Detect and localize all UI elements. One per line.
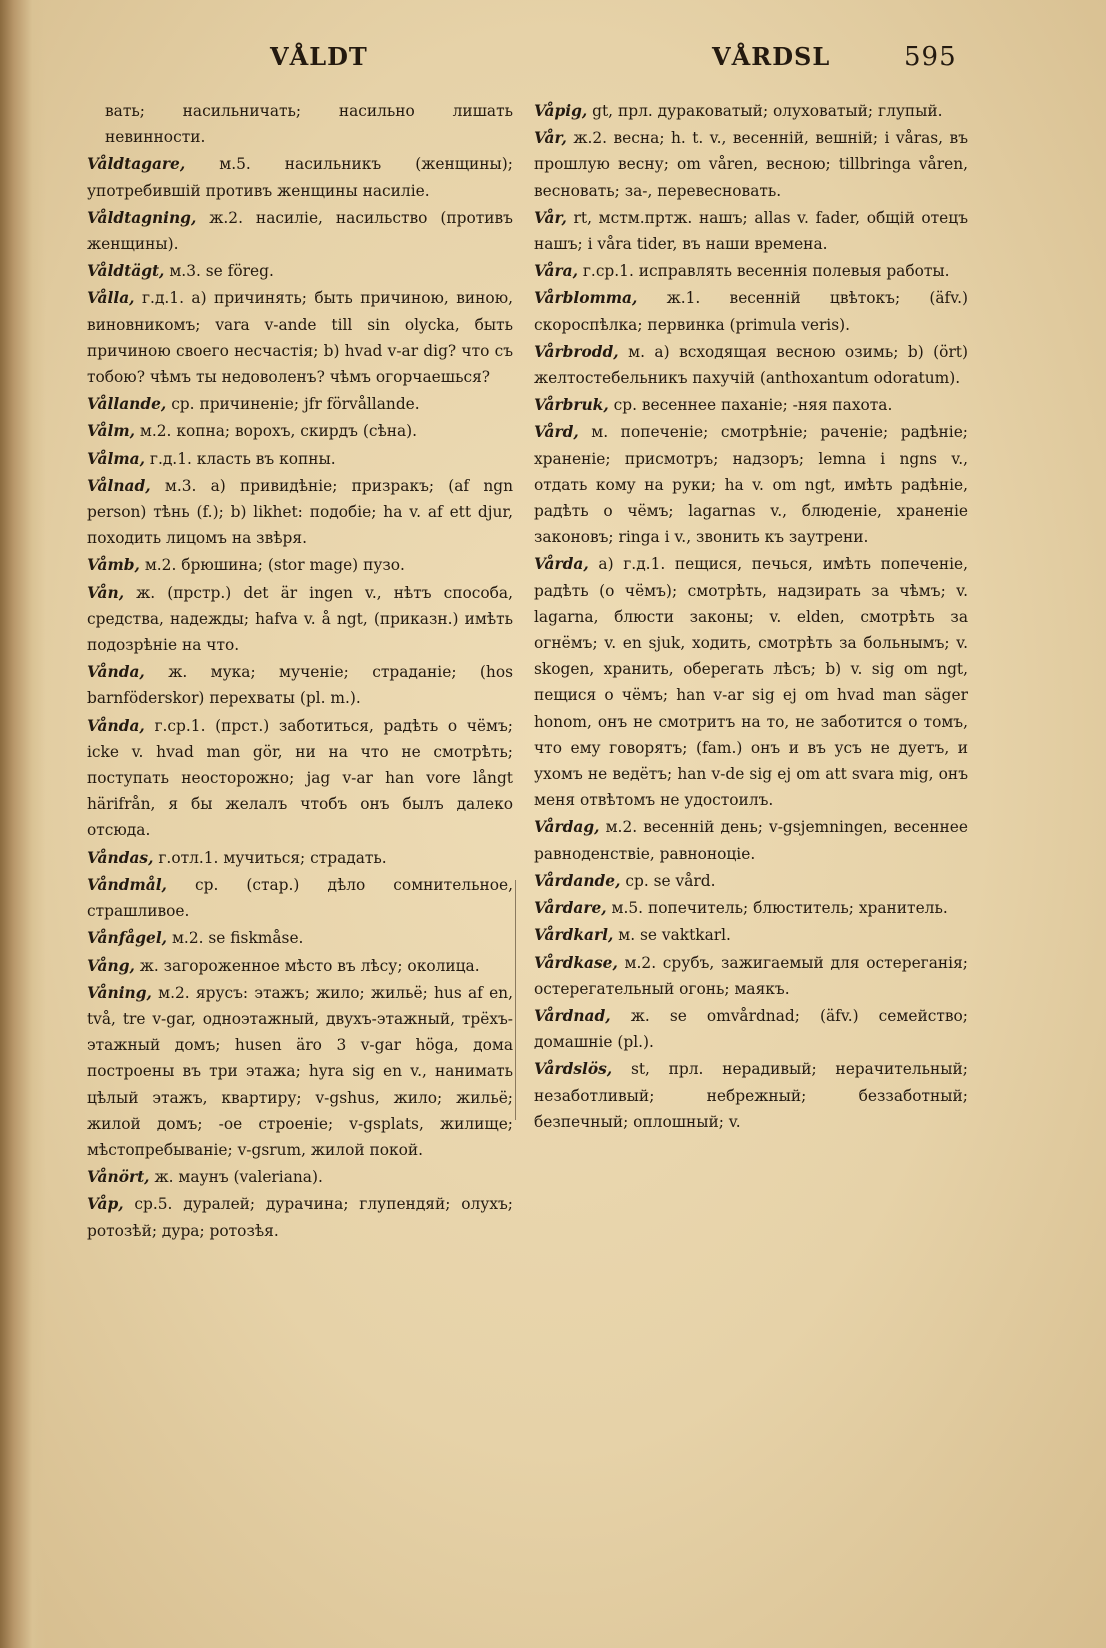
entry-definition: ж. маунъ (valeriana). (154, 1168, 323, 1187)
entry-definition: ср. se vård. (625, 871, 716, 890)
dictionary-entry (534, 895, 968, 921)
dictionary-entry (87, 1191, 513, 1243)
entry-headword: Vårbrodd, (534, 342, 619, 361)
dictionary-entry (87, 845, 513, 871)
entry-headword: Vård, (534, 423, 579, 442)
column-rule (515, 880, 516, 1120)
entry-headword: Vårdande, (534, 871, 621, 890)
dictionary-entry (87, 98, 513, 150)
dictionary-entry (534, 205, 968, 257)
dictionary-entry (534, 950, 968, 1002)
running-header (0, 42, 1106, 82)
right-column (534, 98, 968, 1628)
entry-headword: Vårda, (534, 555, 589, 574)
dictionary-entry (87, 580, 513, 659)
dictionary-entry (87, 925, 513, 951)
entry-definition: ж.1. весенній цвѣтокъ; (äfv.) скороспѣлка; первинка (primula veris). (534, 289, 968, 334)
dictionary-entry (87, 285, 513, 390)
entry-definition: м.2. копна; ворохъ, скирдъ (сѣна). (139, 422, 418, 441)
entry-headword: Vårdkase, (534, 953, 618, 972)
entry-headword: Våmb, (87, 556, 140, 575)
entry-headword: Vårbruk, (534, 396, 609, 415)
dictionary-entry (87, 980, 513, 1163)
entry-definition: gt, прл. дураковатый; олуховатый; глупый. (592, 102, 943, 120)
dictionary-entry (87, 953, 513, 979)
left-column (87, 98, 513, 1628)
entry-headword: Vån, (87, 583, 125, 602)
entry-definition: м.5. попечитель; блюститель; хранитель. (611, 899, 948, 918)
entry-definition: ж. (пpстр.) det är ingen v., нѣтъ способа, средства, надежды; hafva v. å ngt, (приказн.) имѣть подозрѣніе на что. (87, 583, 513, 655)
entry-definition: м. попеченіе; смотрѣніе; раченіе; радѣніе; храненіе; присмотръ; надзоръ; lemna i ngns v., отдать кому на руки; ha v. om ngt, имѣть радѣніе, радѣть о чёмъ; lagarnas v., блюденіе, храненіе законовъ; ringa i v., звонить къ заутрени. (534, 423, 968, 547)
entry-definition: м.2. se fiskmåse. (171, 929, 304, 948)
entry-headword: Våldtagning, (87, 208, 197, 227)
dictionary-entry (534, 98, 968, 124)
entry-definition: г.ср.1. (прст.) заботиться, радѣть о чёмъ; icke v. hvad man gör, ни на что не смотрѣть; поступать неосторожно; jag v-ar han vore långt härifrån, я бы желалъ чтобъ онъ былъ далеко отсюда. (87, 716, 513, 840)
entry-definition: г.отл.1. мучиться; страдать. (158, 848, 387, 867)
dictionary-entry (534, 392, 968, 418)
dictionary-entry (534, 339, 968, 391)
entry-definition: ж. se omvårdnad; (äfv.) семейство; домашніе (pl.). (534, 1006, 968, 1052)
entry-definition: ср. причиненіе; jfr förvållande. (171, 395, 420, 414)
dictionary-entry (87, 418, 513, 444)
entry-headword: Våldtägt, (87, 262, 165, 281)
entry-headword: Vårdnad, (534, 1006, 611, 1025)
dictionary-entry (534, 285, 968, 337)
entry-headword: Vårdare, (534, 899, 607, 918)
entry-headword: Vålma, (87, 449, 145, 468)
dictionary-entry (534, 258, 968, 284)
dictionary-entry (87, 446, 513, 472)
dictionary-entry (534, 1056, 968, 1135)
entry-headword: Våp, (87, 1195, 124, 1214)
dictionary-entry (534, 868, 968, 894)
header-right-word: VÅRDSL (712, 42, 831, 71)
entry-headword: Vår, (534, 208, 567, 227)
entry-headword: Vång, (87, 956, 135, 975)
entry-headword: Vånfågel, (87, 929, 168, 948)
dictionary-entry (534, 419, 968, 550)
book-spine-shadow (0, 0, 46, 1648)
entry-definition: ж.2. весна; h. t. v., весенній, вешній; i våras, въ прошлую весну; om våren, весною; tillbringa våren, весновать; за-, перевесновать. (534, 129, 968, 200)
dictionary-entry (534, 1003, 968, 1055)
entry-definition: м.2. ярусъ: этажъ; жило; жильё; hus af en, två, tre v-gar, одноэтажный, двухъ-этажный, трёхъ-этажный домъ; husen äro 3 v-gar höga, дома построены въ три этажа; hyra sig en v., нанимать цѣлый этажъ, квартиру; v-gshus, жило; жильё; жилой домъ; -ое строеніе; v-gsplats, жилище; мѣстопребываніе; v-gsrum, жилой покой. (87, 983, 513, 1159)
entry-headword: Vånda, (87, 663, 145, 682)
entry-headword: Vålla, (87, 289, 135, 308)
dictionary-entry (87, 205, 513, 257)
entry-definition: м. a) всходящая весною озимь; b) (ört) желтостебельникъ пахучій (anthoxantum odoratum). (534, 342, 968, 388)
entry-headword: Vårblomma, (534, 289, 638, 308)
entry-definition: rt, мстм.пртж. нашъ; allas v. fader, общій отецъ нашъ; i våra tider, въ наши времена. (534, 208, 968, 254)
entry-definition: вать; насильничать; насильно лишать невинности. (105, 102, 513, 147)
dictionary-entry (87, 1164, 513, 1190)
dictionary-entry (87, 473, 513, 552)
entry-definition: ср.5. дуралей; дурачина; глупендяй; олухъ; ротозѣй; дура; ротозѣя. (87, 1195, 513, 1240)
dictionary-entry (534, 125, 968, 204)
entry-definition: м.5. насильникъ (женщины); употребившій противъ женщины насиліе. (87, 155, 513, 200)
entry-definition: ср. (стар.) дѣло сомнительное, страшливое. (87, 875, 513, 921)
dictionary-entry (534, 551, 968, 813)
entry-definition: ж. мука; мученіе; страданіе; (hos barnföderskor) перехваты (pl. m.). (87, 663, 513, 708)
page-number: 595 (904, 42, 957, 72)
entry-definition: м.2. срубъ, зажигаемый для остереганія; остерегательный огонь; маякъ. (534, 953, 968, 998)
dictionary-entry (534, 922, 968, 948)
entry-headword: Våndas, (87, 848, 154, 867)
entry-headword: Vålnad, (87, 476, 151, 495)
entry-headword: Våndmål, (87, 875, 167, 894)
entry-headword: Vårdslös, (534, 1060, 613, 1079)
dictionary-entry (87, 151, 513, 203)
dictionary-entry (87, 552, 513, 578)
dictionary-entry (534, 814, 968, 866)
entry-definition: м.3. a) привидѣніе; призракъ; (af ngn person) тѣнь (f.); b) likhet: подобіе; ha v. af ett djur, походить лицомъ на звѣря. (87, 476, 513, 548)
entry-definition: г.д.1. a) причинять; быть причиною, виною, виновникомъ; vara v-ande till sin olycka, быть причиною своего несчастія; b) hvad v-ar dig? что съ тобою? чѣмъ ты недоволенъ? чѣмъ огорчаешься? (87, 289, 513, 387)
entry-definition: м.2. брюшина; (stor mage) пузо. (144, 556, 405, 575)
entry-definition: ж.2. насиліе, насильство (противъ женщины). (87, 208, 513, 254)
entry-headword: Vånda, (87, 716, 145, 735)
entry-headword: Vårdag, (534, 818, 600, 837)
entry-definition: a) г.д.1. пещися, печься, имѣть попеченіе, радѣть (о чёмъ); смотрѣть, надзирать за чѣмъ; v. lagarna, блюсти законы; v. elden, смотрѣть за огнёмъ; v. en sjuk, ходить, смотрѣть за больнымъ; v. skogen, хранить, оберегать лѣсъ; b) v. sig om ngt, пещися о чёмъ; han v-ar sig ej om hvad man säger honom, онъ не смотритъ на то, не заботится о томъ, что ему говорятъ; (fam.) онъ и въ усъ не дуетъ, и ухомъ не ведётъ; han v-de sig ej om att svara mig, онъ меня отвѣтомъ не удостоилъ. (534, 555, 968, 810)
entry-definition: г.д.1. класть въ копны. (149, 449, 336, 468)
entry-definition: м.3. se föreg. (169, 262, 274, 281)
entry-definition: st, прл. нерадивый; нерачительный; незаботливый; небрежный; беззаботный; безпечный; оплошный; v. (534, 1060, 968, 1131)
entry-definition: г.ср.1. исправлять весеннія полевыя работы. (582, 262, 950, 281)
entry-headword: Våning, (87, 983, 152, 1002)
entry-definition: м.2. весенній день; v-gsjemningen, весеннее равноденствіе, равноноціе. (534, 818, 968, 863)
entry-headword: Vållande, (87, 395, 167, 414)
entry-headword: Våldtagare, (87, 155, 186, 174)
header-left-word: VÅLDT (270, 42, 368, 71)
entry-headword: Våpig, (534, 102, 588, 120)
entry-headword: Vårdkarl, (534, 926, 614, 945)
entry-headword: Vår, (534, 129, 567, 148)
dictionary-entry (87, 258, 513, 284)
entry-headword: Våra, (534, 262, 578, 281)
entry-definition: ж. загороженное мѣсто въ лѣсу; околица. (139, 956, 480, 975)
dictionary-entry (87, 659, 513, 711)
entry-definition: м. se vaktkarl. (618, 926, 731, 945)
entry-definition: ср. весеннее паханіе; -няя пахота. (613, 396, 893, 415)
entry-headword: Vånört, (87, 1168, 150, 1187)
dictionary-entry (87, 713, 513, 844)
entry-headword: Vålm, (87, 422, 135, 441)
dictionary-entry (87, 872, 513, 924)
dictionary-entry (87, 391, 513, 417)
